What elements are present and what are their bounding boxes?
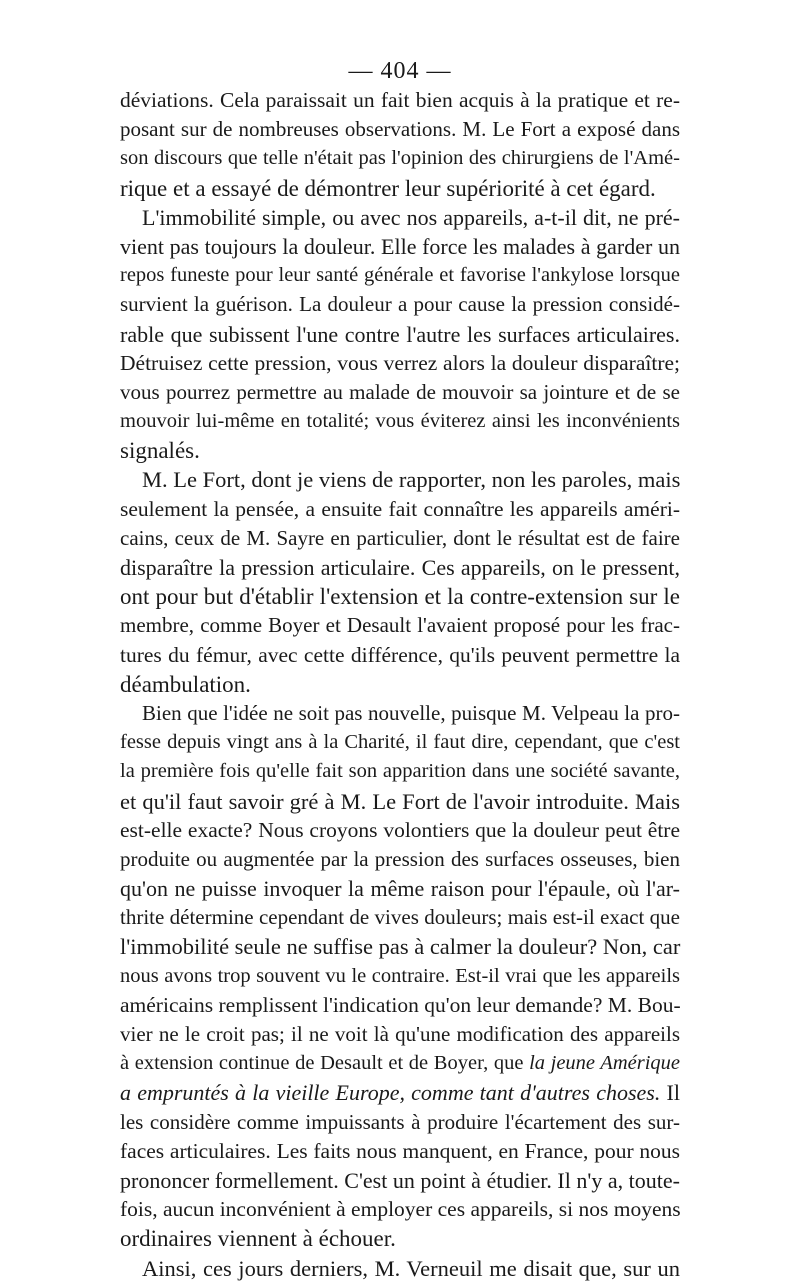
text-line-content: déambulation. — [120, 671, 251, 697]
text-line — [120, 407, 680, 436]
text-line-content: rable que subissent l'une contre l'autre les surfaces articulaires. — [120, 321, 680, 347]
text-line-content: membre, comme Boyer et Desault l'avaient proposé pour les frac- — [120, 613, 680, 638]
text-line — [120, 845, 680, 874]
text-line-content: mouvoir lui-même en totalité; vous éviterez ainsi les inconvénients — [120, 410, 680, 433]
text-line — [120, 1254, 680, 1283]
text-line — [120, 757, 680, 786]
text-line-content: fesse depuis vingt ans à la Charité, il faut dire, cependant, que c'est — [120, 731, 680, 754]
text-line — [120, 670, 680, 699]
text-line — [120, 932, 680, 961]
text-line — [120, 115, 680, 144]
text-line — [120, 903, 680, 932]
text-line — [120, 699, 680, 728]
text-line — [120, 962, 680, 991]
text-line-content: ont pour but d'établir l'extension et la contre-extension sur le — [120, 584, 680, 610]
text-line-content: survient la guérison. La douleur a pour cause la pression considé- — [120, 292, 680, 317]
text-line-content: l'immobilité seule ne suffise pas à calmer la douleur? Non, car — [120, 934, 681, 960]
text-line-content: américains remplissent l'indication qu'on leur demande? M. Bou- — [120, 992, 681, 1017]
text-line — [120, 495, 680, 524]
text-line-content: prononcer formellement. C'est un point à étudier. Il n'y a, toute- — [120, 1167, 680, 1193]
text-line — [120, 320, 680, 349]
text-line — [120, 290, 680, 319]
body-text — [120, 86, 680, 1283]
text-line — [120, 1078, 680, 1107]
text-line-content: tures du fémur, avec cette différence, qu'ils peuvent permettre la — [120, 642, 680, 667]
text-line — [120, 1108, 680, 1137]
text-line-content: thrite détermine cependant de vives douleurs; mais est-il exact que — [120, 905, 680, 930]
text-line — [120, 991, 680, 1020]
text-line — [120, 261, 680, 290]
text-line — [120, 378, 680, 407]
text-line — [120, 787, 680, 816]
text-line-content: et qu'il faut savoir gré à M. Le Fort de l'avoir introduite. Mais — [120, 788, 680, 814]
text-line — [120, 465, 680, 494]
text-line — [120, 1049, 680, 1078]
text-line-content: signalés. — [120, 438, 200, 464]
text-line-content: M. Le Fort, dont je viens de rapporter, non les paroles, mais — [142, 467, 681, 493]
text-line-tail: Il — [660, 1080, 680, 1106]
text-line-content: rique et a essayé de démontrer leur supériorité à cet égard. — [120, 175, 656, 201]
text-line — [120, 524, 680, 553]
text-line — [120, 174, 680, 203]
text-line-content: Bien que l'idée ne soit pas nouvelle, puisque M. Velpeau la pro- — [142, 700, 680, 725]
text-line — [120, 728, 680, 757]
text-line — [120, 1020, 680, 1049]
italic-phrase: a empruntés à la vieille Europe, comme tant d'autres choses. — [120, 1080, 661, 1106]
text-line-content: produite ou augmentée par la pression des surfaces osseuses, bien — [120, 846, 680, 871]
text-line-content: les considère comme impuissants à produire l'écartement des sur- — [120, 1109, 680, 1134]
text-line — [120, 553, 680, 582]
text-line — [120, 436, 680, 465]
text-line — [120, 1195, 680, 1224]
text-line — [120, 1137, 680, 1166]
text-line-content: ordinaires viennent à échouer. — [120, 1226, 396, 1252]
text-line-content: qu'on ne puisse invoquer la même raison pour l'épaule, où l'ar- — [120, 876, 680, 902]
text-line-content: L'immobilité simple, ou avec nos appareils, a-t-il dit, ne pré- — [142, 204, 680, 230]
text-line — [120, 1224, 680, 1253]
page-number: — 404 — — [348, 58, 452, 84]
text-line — [120, 86, 680, 115]
text-line-content: seulement la pensée, a ensuite fait connaître les appareils améri- — [120, 496, 680, 521]
text-line-content: faces articulaires. Les faits nous manquent, en France, pour nous — [120, 1138, 680, 1163]
text-line-content: disparaître la pression articulaire. Ces appareils, on le pressent, — [120, 555, 680, 580]
text-line-content: vient pas toujours la douleur. Elle force les malades à garder un — [120, 233, 680, 259]
text-line — [120, 582, 680, 611]
text-line-content: fois, aucun inconvénient à employer ces appareils, si nos moyens — [120, 1197, 681, 1222]
text-line — [120, 874, 680, 903]
text-line-content: son discours que telle n'était pas l'opinion des chirurgiens de l'Amé- — [120, 147, 680, 170]
text-line-content: est-elle exacte? Nous croyons volontiers que la douleur peut être — [120, 817, 680, 842]
text-line-content: posant sur de nombreuses observations. M. Le Fort a exposé dans — [120, 117, 680, 142]
text-line-content: à extension continue de Desault et de Boyer, que — [120, 1052, 530, 1075]
text-line — [120, 203, 680, 232]
text-line-content: nous avons trop souvent vu le contraire. Est-il vrai que les appareils — [120, 964, 680, 987]
text-line-content: Détruisez cette pression, vous verrez alors la douleur disparaître; — [120, 350, 680, 375]
italic-phrase: la jeune Amérique — [529, 1052, 680, 1075]
text-line — [120, 144, 680, 173]
text-line — [120, 641, 680, 670]
text-line-content: la première fois qu'elle fait son apparition dans une société savante, — [120, 760, 680, 783]
text-line-content: vier ne le croit pas; il ne voit là qu'une modification des appareils — [120, 1022, 680, 1046]
text-line-content: cains, ceux de M. Sayre en particulier, dont le résultat est de faire — [120, 525, 680, 550]
text-line-content: repos funeste pour leur santé générale et favorise l'ankylose lorsque — [120, 264, 680, 287]
text-line-content: vous pourrez permettre au malade de mouvoir sa jointure et de se — [120, 379, 680, 404]
text-line — [120, 1166, 680, 1195]
text-line-content: déviations. Cela paraissait un fait bien acquis à la pratique et re- — [120, 88, 680, 112]
text-line — [120, 349, 680, 378]
text-line — [120, 232, 680, 261]
text-line — [120, 816, 680, 845]
text-line — [120, 611, 680, 640]
text-line-content: Ainsi, ces jours derniers, M. Verneuil me disait que, sur un — [142, 1255, 680, 1281]
